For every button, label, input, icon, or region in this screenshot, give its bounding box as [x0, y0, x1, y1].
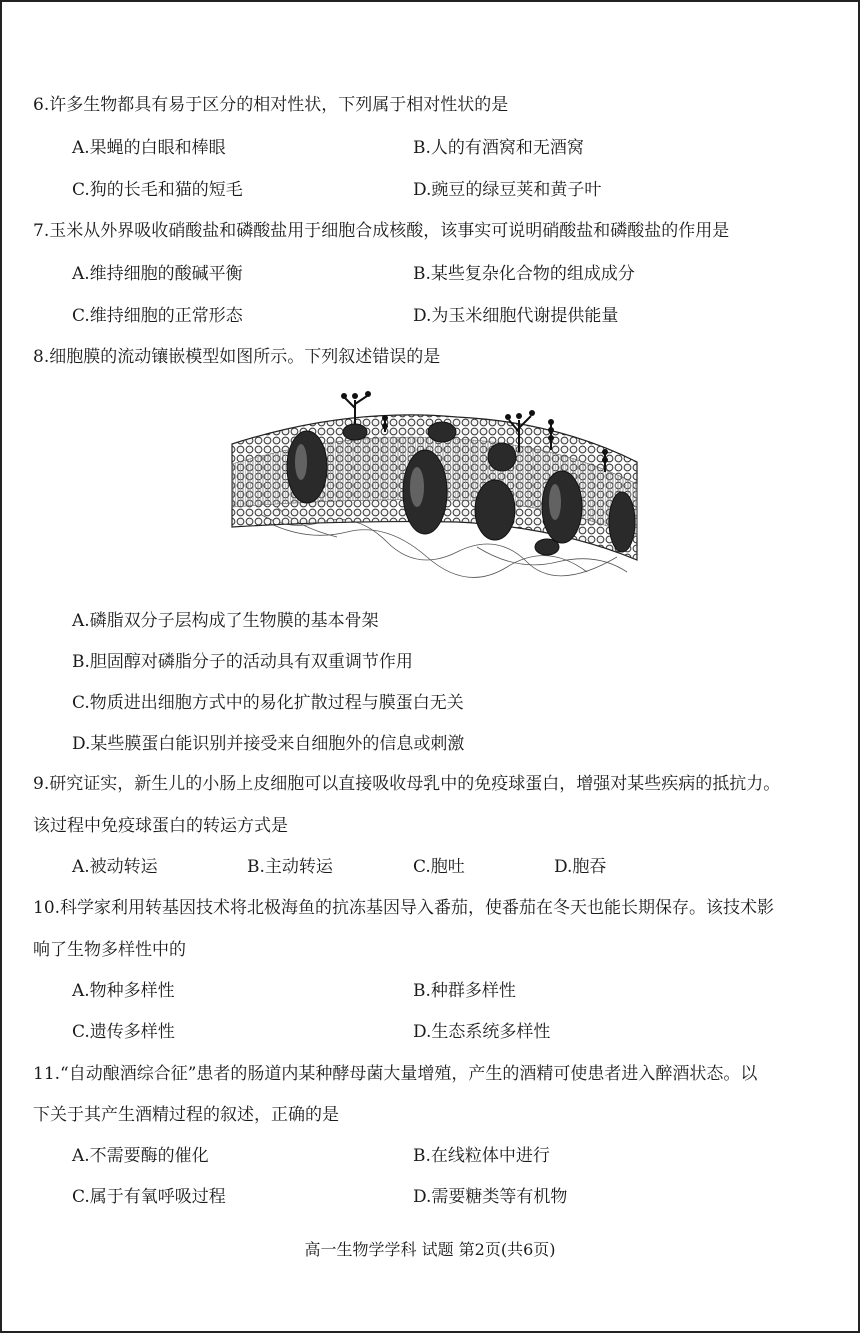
question-9-stem-line-1: 9.研究证实，新生儿的小肠上皮细胞可以直接吸收母乳中的免疫球蛋白，增强对某些疾病的抵抗力。: [33, 774, 781, 794]
question-11-stem-line-1: 11.“自动酿酒综合征”患者的肠道内某种酵母菌大量增殖，产生的酒精可使患者进入醉酒状态。以: [33, 1064, 758, 1084]
q11-option-c: C.属于有氧呼吸过程: [72, 1187, 226, 1207]
question-10-stem-line-2: 响了生物多样性中的: [33, 940, 186, 960]
q9-option-d: D.胞吞: [554, 857, 607, 877]
q11-option-b: B.在线粒体中进行: [413, 1146, 550, 1166]
fluid-mosaic-membrane-figure: [227, 382, 643, 587]
question-9-stem-line-2: 该过程中免疫球蛋白的转运方式是: [33, 816, 288, 836]
q9-option-c: C.胞吐: [413, 857, 465, 877]
q7-option-d: D.为玉米细胞代谢提供能量: [413, 306, 619, 326]
question-11-stem-line-2: 下关于其产生酒精过程的叙述，正确的是: [33, 1105, 339, 1125]
question-8-stem: 8.细胞膜的流动镶嵌模型如图所示。下列叙述错误的是: [33, 347, 441, 367]
question-6-stem: 6.许多生物都具有易于区分的相对性状，下列属于相对性状的是: [33, 95, 509, 115]
q10-option-d: D.生态系统多样性: [413, 1022, 551, 1042]
q8-option-c: C.物质进出细胞方式中的易化扩散过程与膜蛋白无关: [72, 693, 464, 713]
question-10-stem-line-1: 10.科学家利用转基因技术将北极海鱼的抗冻基因导入番茄，使番茄在冬天也能长期保存。该技术影: [33, 898, 775, 918]
q11-option-d: D.需要糖类等有机物: [413, 1187, 568, 1207]
q7-option-b: B.某些复杂化合物的组成成分: [413, 264, 635, 284]
q7-option-a: A.维持细胞的酸碱平衡: [72, 264, 243, 284]
q10-option-a: A.物种多样性: [72, 981, 175, 1001]
q10-option-c: C.遗传多样性: [72, 1022, 175, 1042]
q6-option-b: B.人的有酒窝和无酒窝: [413, 138, 584, 158]
page-footer: 高一生物学学科 试题 第2页(共6页): [304, 1240, 556, 1259]
q6-option-a: A.果蝇的白眼和棒眼: [72, 138, 226, 158]
q8-option-b: B.胆固醇对磷脂分子的活动具有双重调节作用: [72, 652, 413, 672]
question-7-stem: 7.玉米从外界吸收硝酸盐和磷酸盐用于细胞合成核酸，该事实可说明硝酸盐和磷酸盐的作用是: [33, 221, 730, 241]
q8-option-d: D.某些膜蛋白能识别并接受来自细胞外的信息或刺激: [72, 734, 465, 754]
q11-option-a: A.不需要酶的催化: [72, 1146, 209, 1166]
q8-option-a: A.磷脂双分子层构成了生物膜的基本骨架: [72, 611, 379, 631]
q6-option-d: D.豌豆的绿豆荚和黄子叶: [413, 180, 602, 200]
q9-option-a: A.被动转运: [72, 857, 158, 877]
q9-option-b: B.主动转运: [247, 857, 333, 877]
q7-option-c: C.维持细胞的正常形态: [72, 306, 243, 326]
q6-option-c: C.狗的长毛和猫的短毛: [72, 180, 243, 200]
q10-option-b: B.种群多样性: [413, 981, 516, 1001]
